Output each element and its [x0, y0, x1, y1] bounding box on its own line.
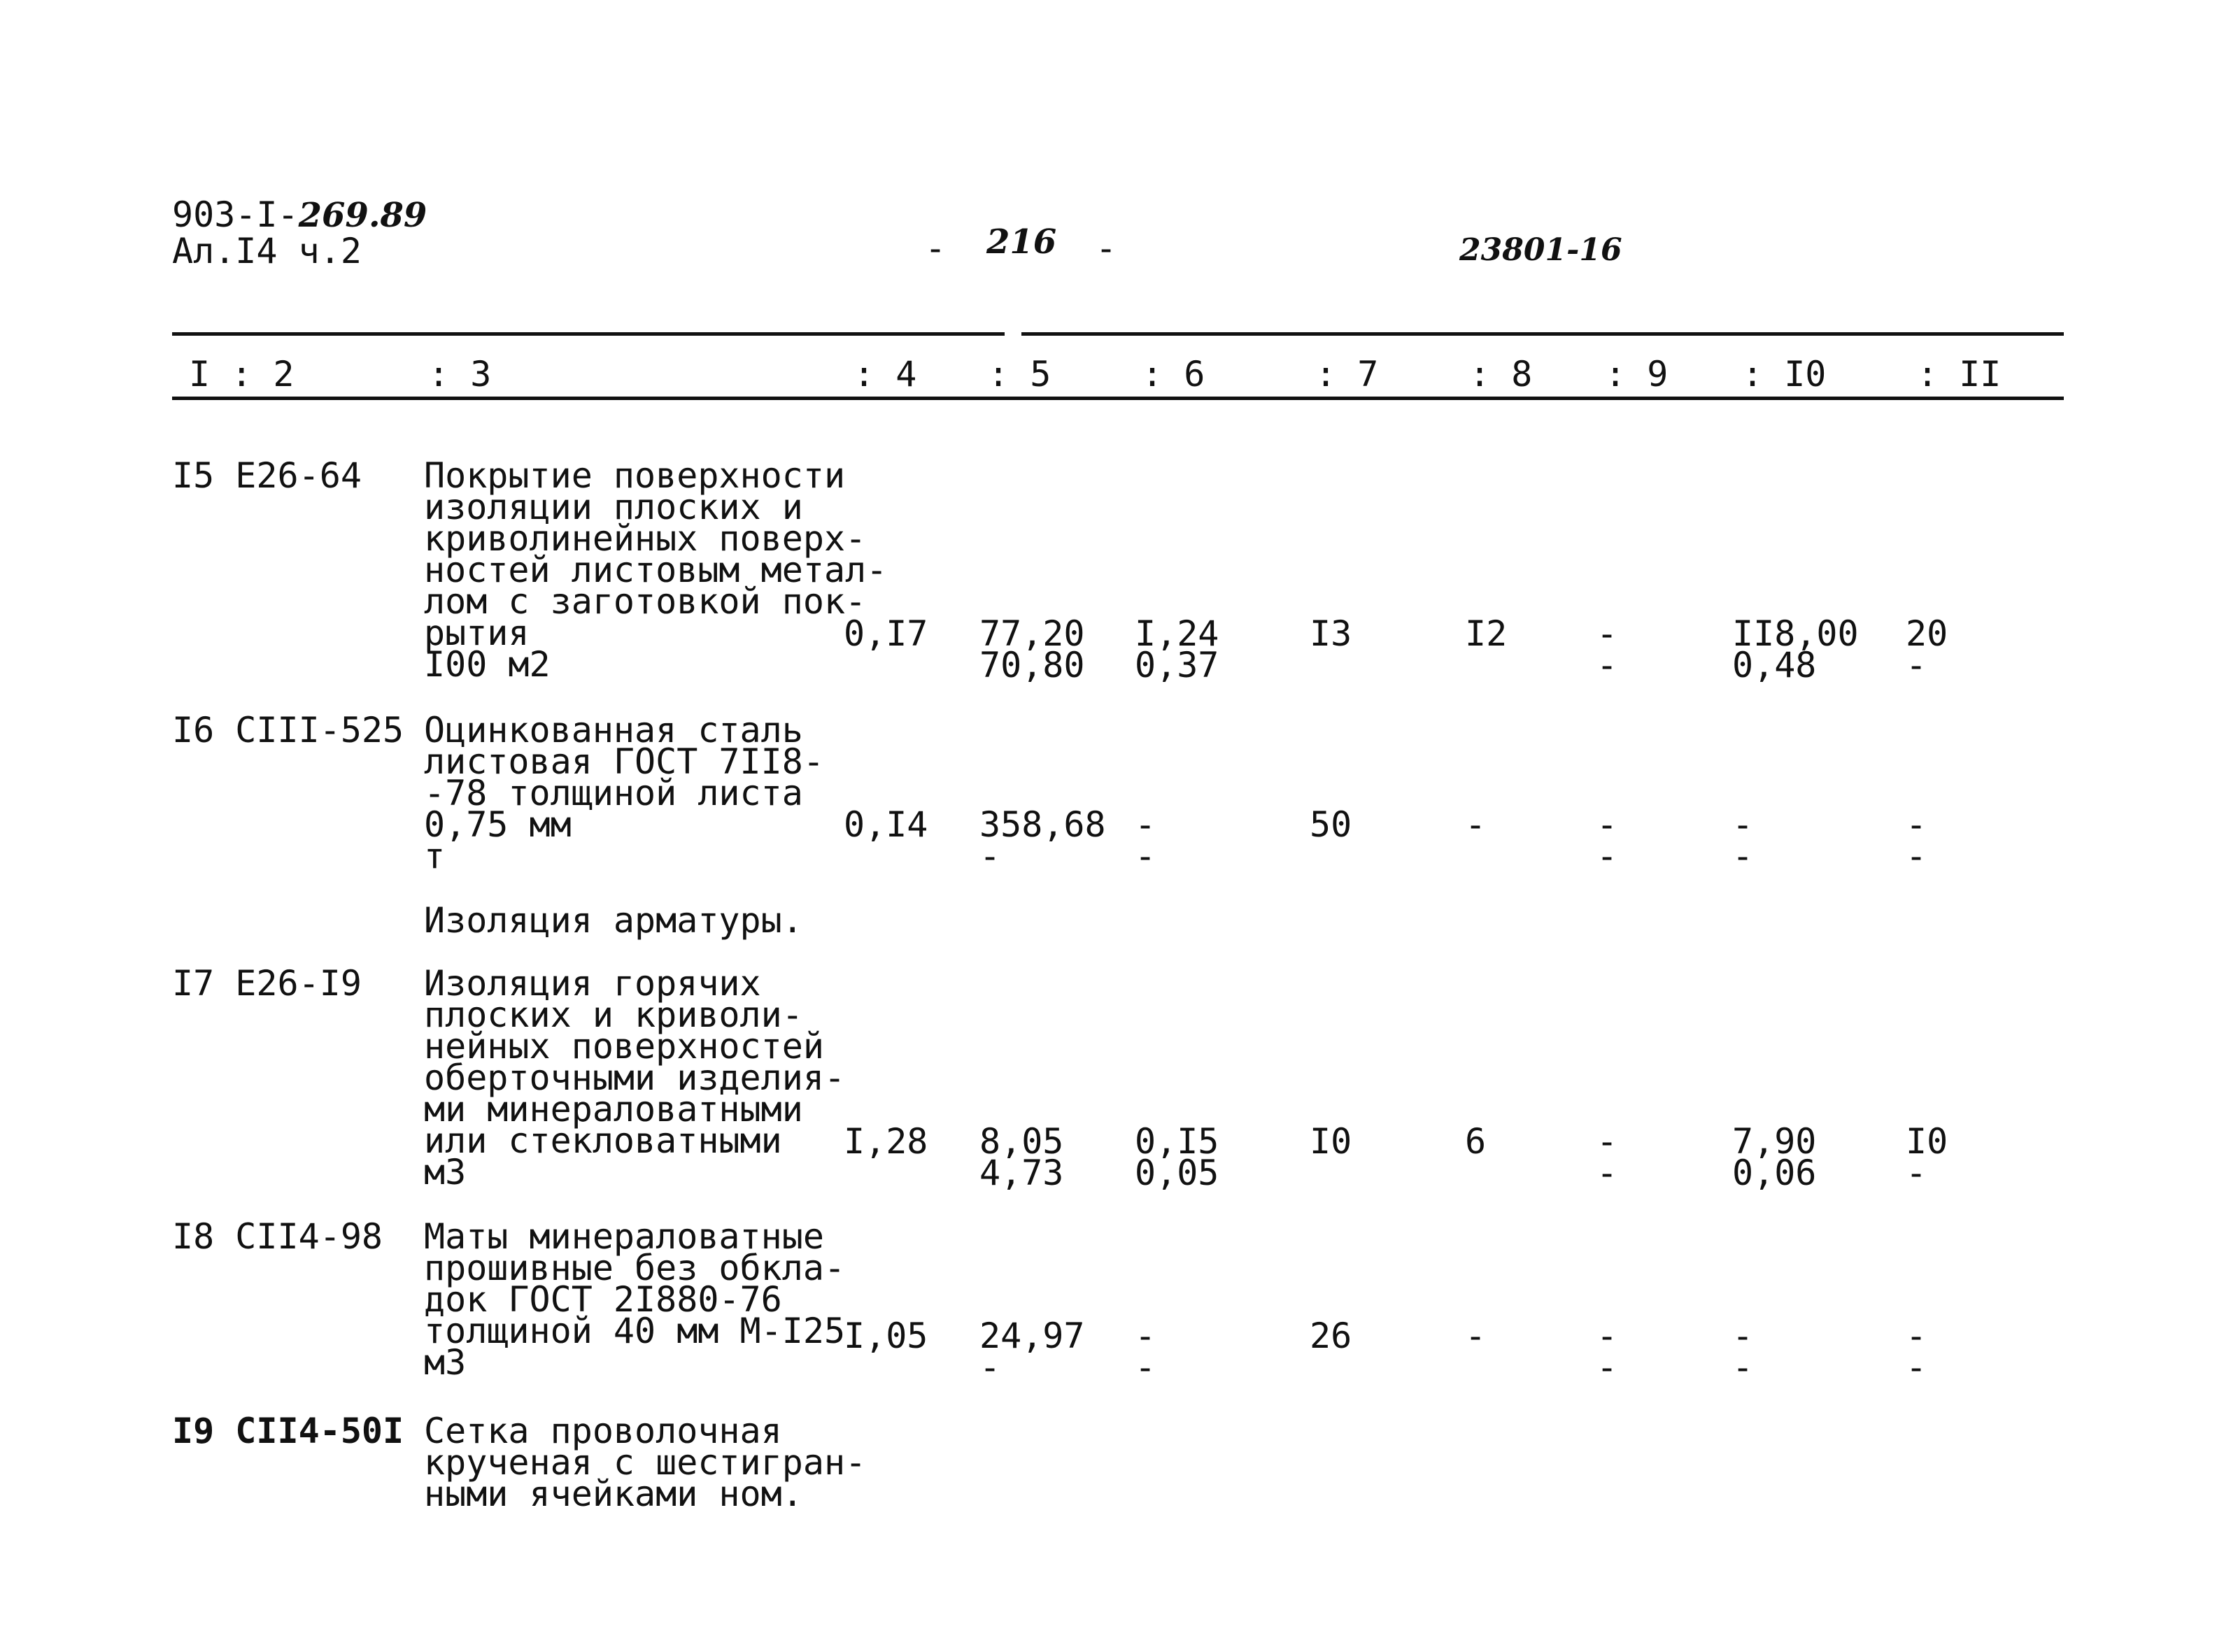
row-code: I5 Е26-64: [172, 455, 362, 496]
page-dash-left: -: [925, 228, 947, 269]
column-header-9: : 9: [1605, 354, 1669, 394]
row-description: Изоляция горячих плоских и криволи- нейных поверхностей оберточными изделия- ми минераловатными или стекловатными м3: [424, 963, 846, 1192]
row-code: I6 СIII-525: [172, 710, 404, 750]
section-heading: Изоляция арматуры.: [424, 900, 803, 941]
row-description: Сетка проволочная крученая с шестигран- ными ячейками ном.: [424, 1411, 867, 1514]
column-header-3: : 3: [428, 354, 492, 394]
column-header-1-2: I : 2: [189, 354, 295, 394]
column-header-10: : I0: [1742, 354, 1827, 394]
header-rule-left: [172, 332, 1005, 336]
column-header-7: : 7: [1315, 354, 1379, 394]
cell-col11: - -: [1906, 1316, 1927, 1388]
page-dash-right: -: [1096, 228, 1117, 269]
cell-col9: - -: [1596, 804, 1618, 876]
cell-col8: -: [1465, 1316, 1487, 1356]
cell-col5: 77,20 70,80: [979, 613, 1085, 685]
cell-col6: 0,I5 0,05: [1135, 1121, 1219, 1193]
cell-col10: II8,00 0,48: [1732, 613, 1859, 685]
cell-col5: 358,68 -: [979, 804, 1106, 876]
cell-col11: 20 -: [1906, 613, 1948, 685]
document-code: [172, 194, 427, 235]
cell-col10: - -: [1732, 804, 1754, 876]
document-code-handwritten: 269.89: [298, 196, 427, 235]
page-number: 216: [986, 222, 1057, 262]
cell-col10: 7,90 0,06: [1732, 1121, 1817, 1193]
column-header-6: : 6: [1142, 354, 1205, 394]
column-header-8: : 8: [1469, 354, 1533, 394]
row-description: Оцинкованная сталь листовая ГОСТ 7II8- -78 толщиной листа 0,75 мм т: [424, 710, 824, 876]
header-rule-right: [1021, 332, 2064, 336]
cell-col5: 24,97 -: [979, 1316, 1085, 1388]
column-header-rule: [172, 397, 2064, 400]
cell-col7: 26: [1310, 1316, 1352, 1356]
cell-col6: - -: [1135, 1316, 1156, 1388]
cell-col7: I0: [1310, 1121, 1352, 1162]
cell-col11: I0 -: [1906, 1121, 1948, 1193]
cell-col9: - -: [1596, 1316, 1618, 1388]
cell-col9: - -: [1596, 1121, 1618, 1193]
cell-col8: -: [1465, 804, 1487, 845]
row-description: Маты минераловатные прошивные без обкла- док ГОСТ 2I880-76 толщиной 40 мм М-I25 м3: [424, 1216, 846, 1383]
sheet-code: 23801-16: [1459, 232, 1622, 268]
column-header-4: : 4: [854, 354, 917, 394]
cell-col4: 0,I4: [844, 804, 928, 845]
row-code: I7 Е26-I9: [172, 963, 362, 1004]
album-label: Ал.I4 ч.2: [172, 231, 362, 271]
cell-col7: 50: [1310, 804, 1352, 845]
column-header-11: : II: [1917, 354, 2002, 394]
cell-col9: - -: [1596, 613, 1618, 685]
document-code-prefix: 903-I-: [172, 194, 299, 235]
row-code: I9 СII4-50I: [172, 1411, 404, 1451]
cell-col8: I2: [1465, 613, 1508, 654]
cell-col6: I,24 0,37: [1135, 613, 1219, 685]
cell-col10: - -: [1732, 1316, 1754, 1388]
cell-col8: 6: [1465, 1121, 1487, 1162]
row-description: Покрытие поверхности изоляции плоских и криволинейных поверх- ностей листовым метал- лом с заготовкой пок- рытия I00 м2: [424, 455, 888, 685]
cell-col6: - -: [1135, 804, 1156, 876]
cell-col11: - -: [1906, 804, 1927, 876]
column-header-5: : 5: [988, 354, 1051, 394]
cell-col7: I3: [1310, 613, 1352, 654]
cell-col5: 8,05 4,73: [979, 1121, 1064, 1193]
cell-col4: 0,I7: [844, 613, 928, 654]
row-code: I8 СII4-98: [172, 1216, 383, 1257]
cell-col4: I,05: [844, 1316, 928, 1356]
cell-col4: I,28: [844, 1121, 928, 1162]
